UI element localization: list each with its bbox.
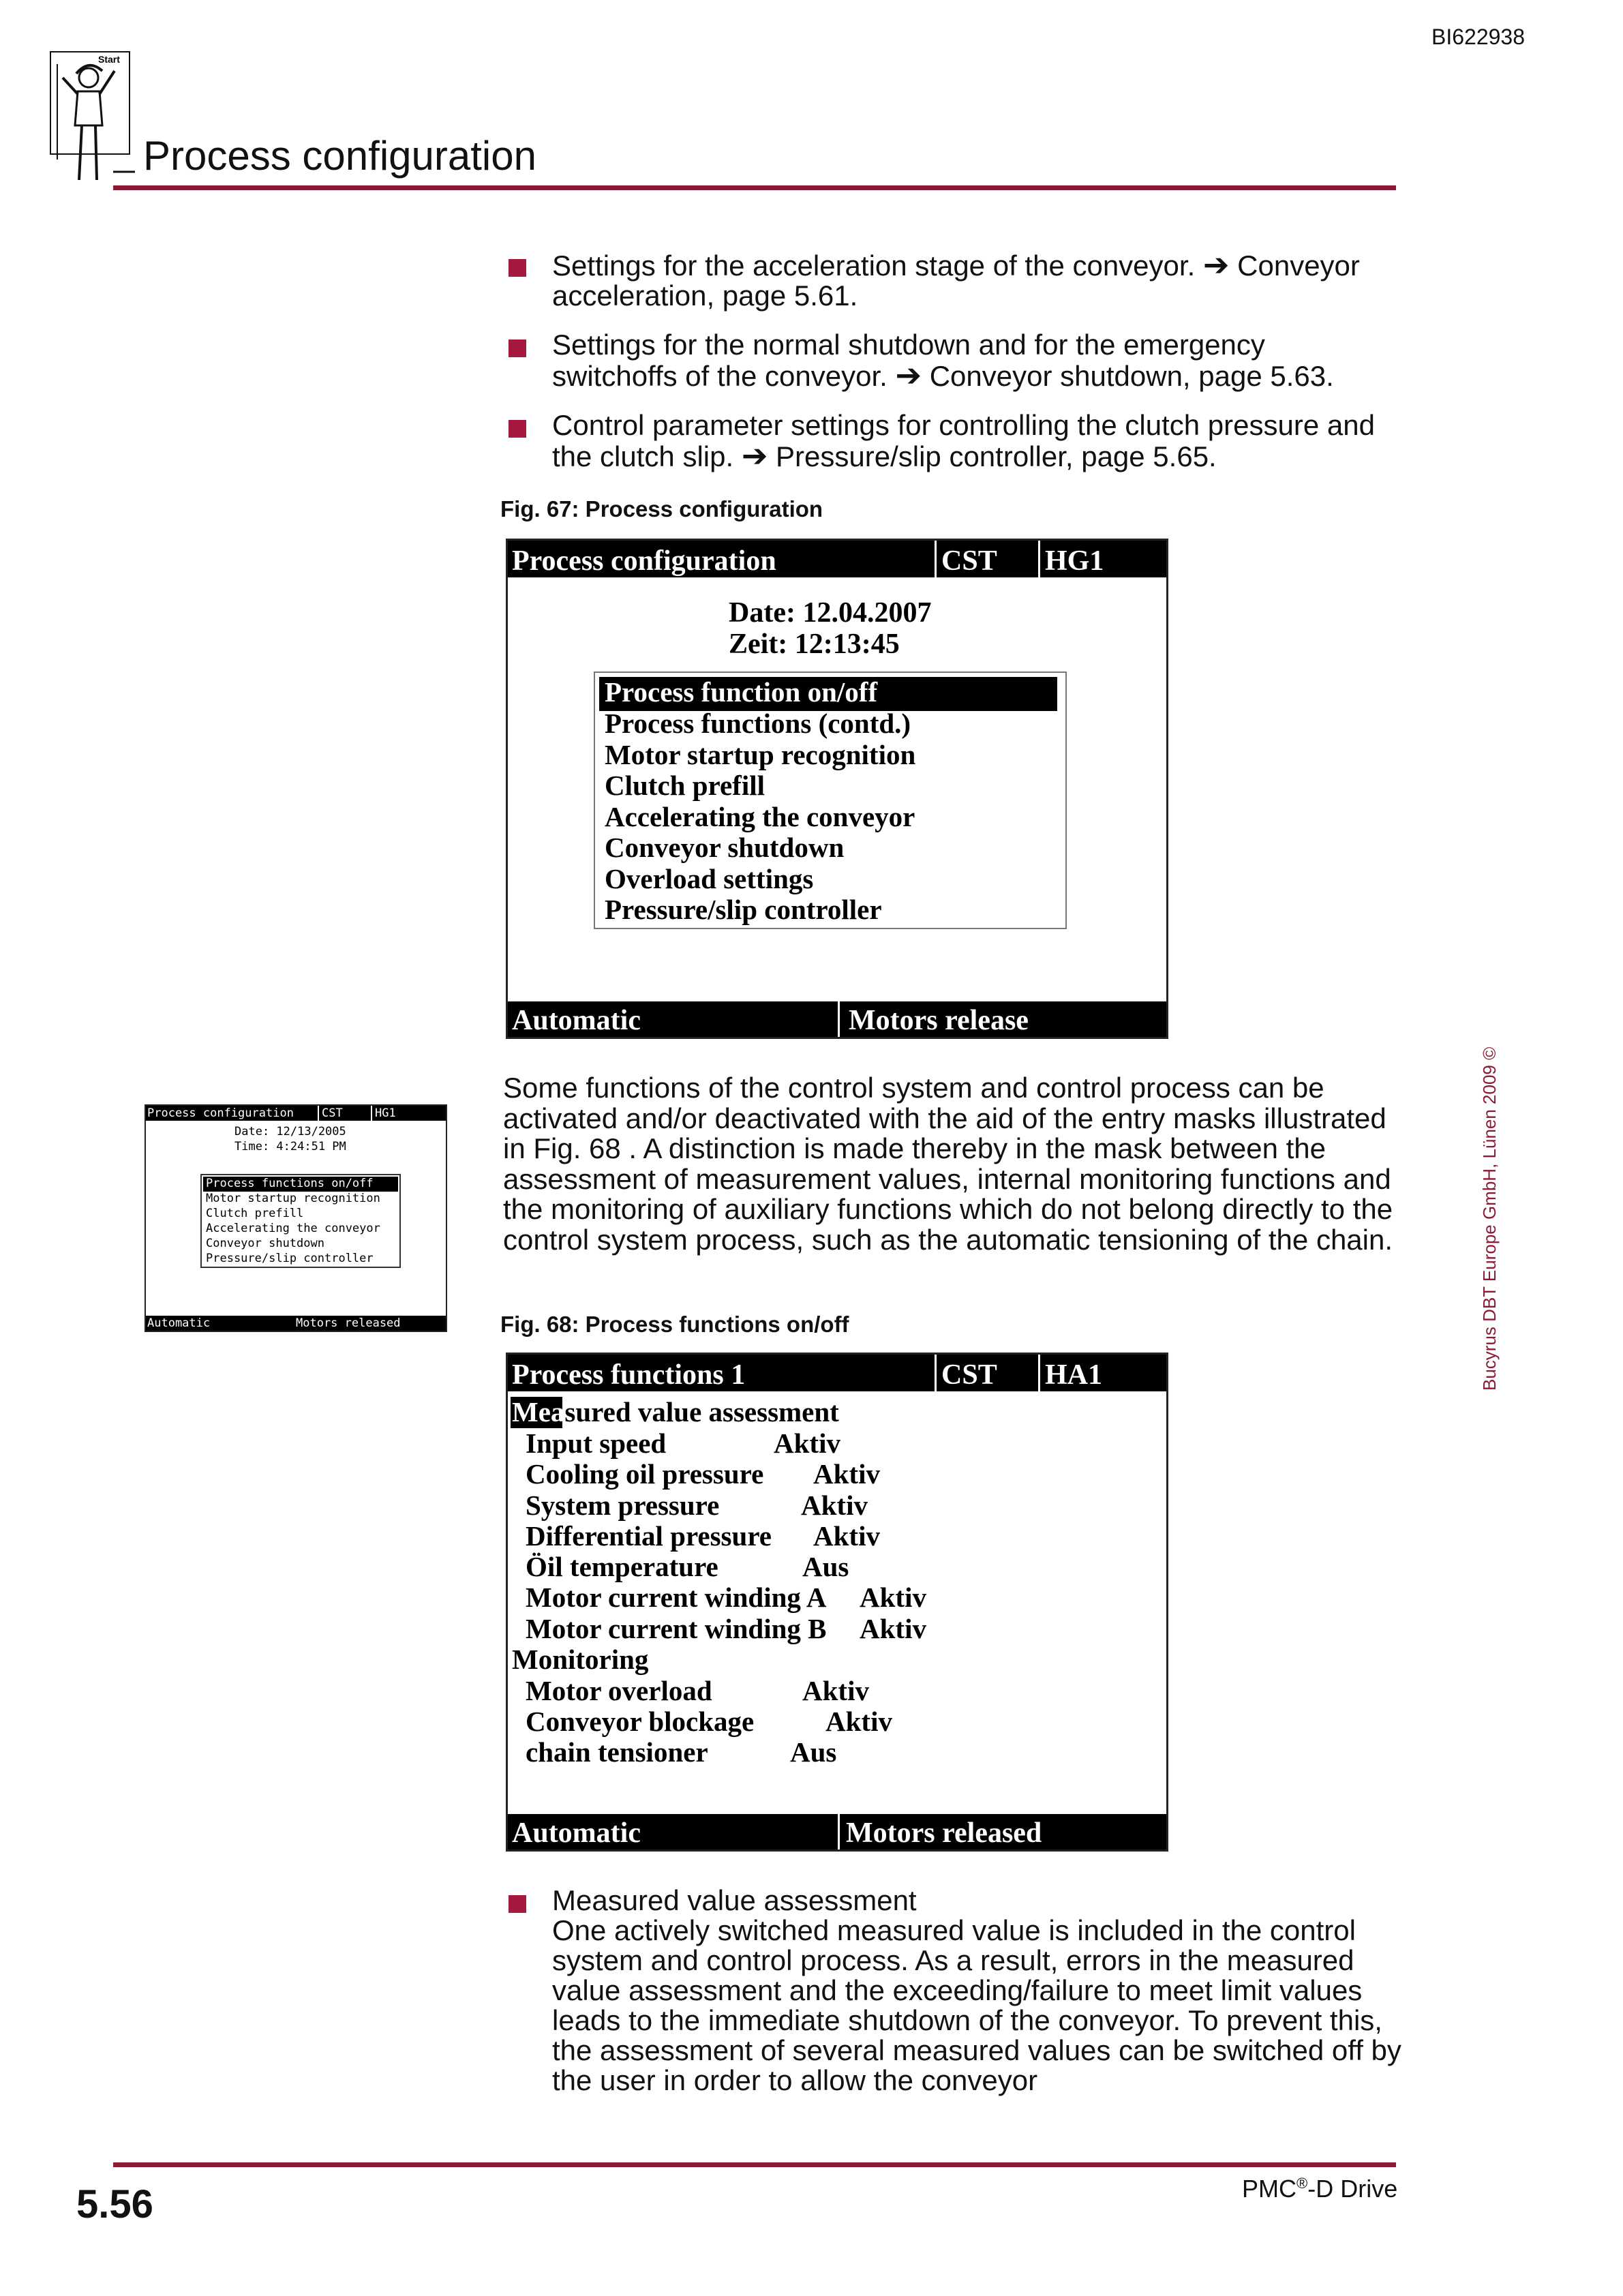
menu-item-clutch-prefill[interactable]: Clutch prefill [605,770,765,801]
bullet-shutdown [506,330,1392,391]
thumbnail-status-automatic: Automatic [147,1316,211,1330]
body-paragraph: Some functions of the control system and control process can be activated and/or deactivated with the aid of the entry masks illustrated in Fig. 68 . A distinction is made thereby in the mask between the assessment of measurement values, internal monitoring functions and the monitoring of auxiliary functions which do not belong directly to the control system process, such as the automatic tensioning of the chain. [503,1072,1393,1256]
bullet-reference-link[interactable]: Conveyor shutdown, page 5.63. [929,360,1334,392]
thumbnail-menu-item: Accelerating the conveyor [206,1222,380,1235]
menu-item-conveyor-shutdown[interactable]: Conveyor shutdown [605,832,845,863]
setting-state[interactable]: Aktiv [813,1458,880,1490]
setting-name: Differential pressure [526,1520,772,1552]
menu-item-overload-settings[interactable]: Overload settings [605,863,814,894]
figure-68-caption: Fig. 68: Process functions on/off [500,1312,849,1337]
setting-name: Motor overload [526,1675,712,1706]
screen-code-cst: CST [941,1359,997,1391]
setting-state[interactable]: Aktiv [860,1582,926,1613]
document-id: BI622938 [1431,25,1526,49]
setting-name: Cooling oil pressure [526,1458,764,1490]
screen-title: Process configuration [512,545,776,577]
thumbnail-status-motors: Motors released [296,1316,401,1330]
thumbnail-menu [200,1174,401,1268]
arrow-right-icon: ➔ [741,438,768,473]
bullet-measured-value-assessment [506,1886,1406,2096]
page-number: 5.56 [76,2182,153,2226]
thumbnail-date: Date: 12/13/2005 [234,1125,346,1138]
screen-title-bar [508,541,1166,577]
process-configuration-screen [506,539,1168,1039]
worker-logo-icon [48,50,136,184]
setting-state[interactable]: Aktiv [825,1706,892,1737]
menu-item-pressure-slip-controller[interactable]: Pressure/slip controller [605,894,882,925]
bullet-square-icon [509,339,526,357]
thumbnail-status-bar [146,1316,446,1331]
bullet-square-icon [509,259,526,277]
menu-item-process-function-on-off[interactable]: Process function on/off [605,676,878,708]
bullet-reference-link[interactable]: Pressure/slip controller, page 5.65. [776,440,1217,472]
setting-state[interactable]: Aktiv [774,1428,840,1459]
setting-name: Motor current winding B [526,1613,827,1644]
thumbnail-menu-item: Process functions on/off [206,1177,374,1190]
thumbnail-menu-item: Motor startup recognition [206,1192,380,1205]
screen-time: Zeit: 12:13:45 [729,629,900,660]
bullet-pressure-slip [506,410,1392,472]
logo-start-label: Start [98,54,120,65]
process-functions-screen [506,1353,1168,1852]
setting-state[interactable]: Aus [790,1736,837,1768]
header-rule [113,185,1396,190]
setting-name: chain tensioner [526,1736,708,1768]
setting-state[interactable]: Aktiv [802,1675,869,1706]
bullet-heading: Measured value assessment [552,1884,917,1916]
process-menu [594,671,1067,929]
thumbnail-menu-item: Clutch prefill [206,1207,304,1220]
bullet-square-icon [509,1895,526,1913]
product-name: PMC®-D Drive [1242,2175,1398,2203]
screen-title: Process functions 1 [512,1359,746,1391]
screen-status-bar [508,1001,1166,1037]
page-title: Process configuration [143,133,536,179]
screen-date: Date: 12.04.2007 [729,597,932,629]
bullet-text: Control parameter settings for controlling the clutch pressure and the clutch slip. [552,409,1375,472]
bullet-text: Settings for the acceleration stage of the conveyor. [552,250,1196,282]
setting-name: Input speed [526,1428,667,1459]
screen-status-bar [508,1814,1166,1849]
setting-state[interactable]: Aktiv [801,1490,868,1521]
status-automatic: Automatic [512,1005,641,1036]
status-motors-release: Motors release [849,1005,1029,1036]
bullet-text: One actively switched measured value is included in the control system and control process. As a result, errors in the measured value assessment and the exceeding/failure to meet limit values leads to the immediate shutdown of the conveyor. To prevent this, the assessment of several measured values can be switched off by the user in order to allow the conveyor [552,1914,1401,2096]
screen-code-ha1: HA1 [1045,1359,1102,1391]
screen-code-hg1: HG1 [1045,545,1104,577]
setting-state[interactable]: Aktiv [813,1520,880,1552]
menu-item-motor-startup-recognition[interactable]: Motor startup recognition [605,739,916,770]
setting-name: Öil temperature [526,1551,718,1582]
thumbnail-code-cst: CST [322,1106,343,1120]
thumbnail-menu-item: Pressure/slip controller [206,1252,374,1265]
heading-measured-value-assessment[interactable]: Measured value assessment [512,1396,839,1428]
bullet-square-icon [509,420,526,438]
menu-item-process-functions-contd[interactable]: Process functions (contd.) [605,708,911,739]
thumbnail-title-bar [146,1106,446,1121]
setting-state[interactable]: Aktiv [860,1613,926,1644]
setting-state[interactable]: Aus [802,1551,849,1582]
thumbnail-code-hg1: HG1 [375,1106,396,1120]
arrow-right-icon: ➔ [895,357,922,393]
status-motors-released: Motors released [846,1817,1042,1849]
setting-name: System pressure [526,1490,720,1521]
thumbnail-screen [145,1104,447,1332]
setting-name: Motor current winding A [526,1582,827,1613]
bullet-text: Settings for the normal shutdown and for the emergency switchoffs of the conveyor. [552,329,1265,392]
bullet-reference-link[interactable]: Conveyor acceleration, page 5.61. [552,250,1360,312]
footer-rule [113,2162,1396,2167]
figure-67-caption: Fig. 67: Process configuration [500,496,823,522]
thumbnail-menu-item: Conveyor shutdown [206,1237,324,1250]
menu-item-accelerating-conveyor[interactable]: Accelerating the conveyor [605,801,915,832]
thumbnail-title: Process configuration [147,1106,294,1120]
side-copyright: Bucyrus DBT Europe GmbH, Lünen 2009 © [1479,1046,1500,1391]
screen-title-bar [508,1355,1166,1391]
bullet-acceleration [506,247,1392,312]
heading-monitoring: Monitoring [512,1644,649,1675]
arrow-right-icon: ➔ [1202,247,1230,282]
screen-code-cst: CST [941,545,997,577]
copyright-icon: © [1479,1046,1500,1060]
status-automatic: Automatic [512,1817,641,1849]
thumbnail-time: Time: 4:24:51 PM [234,1140,346,1153]
setting-name: Conveyor blockage [526,1706,755,1737]
